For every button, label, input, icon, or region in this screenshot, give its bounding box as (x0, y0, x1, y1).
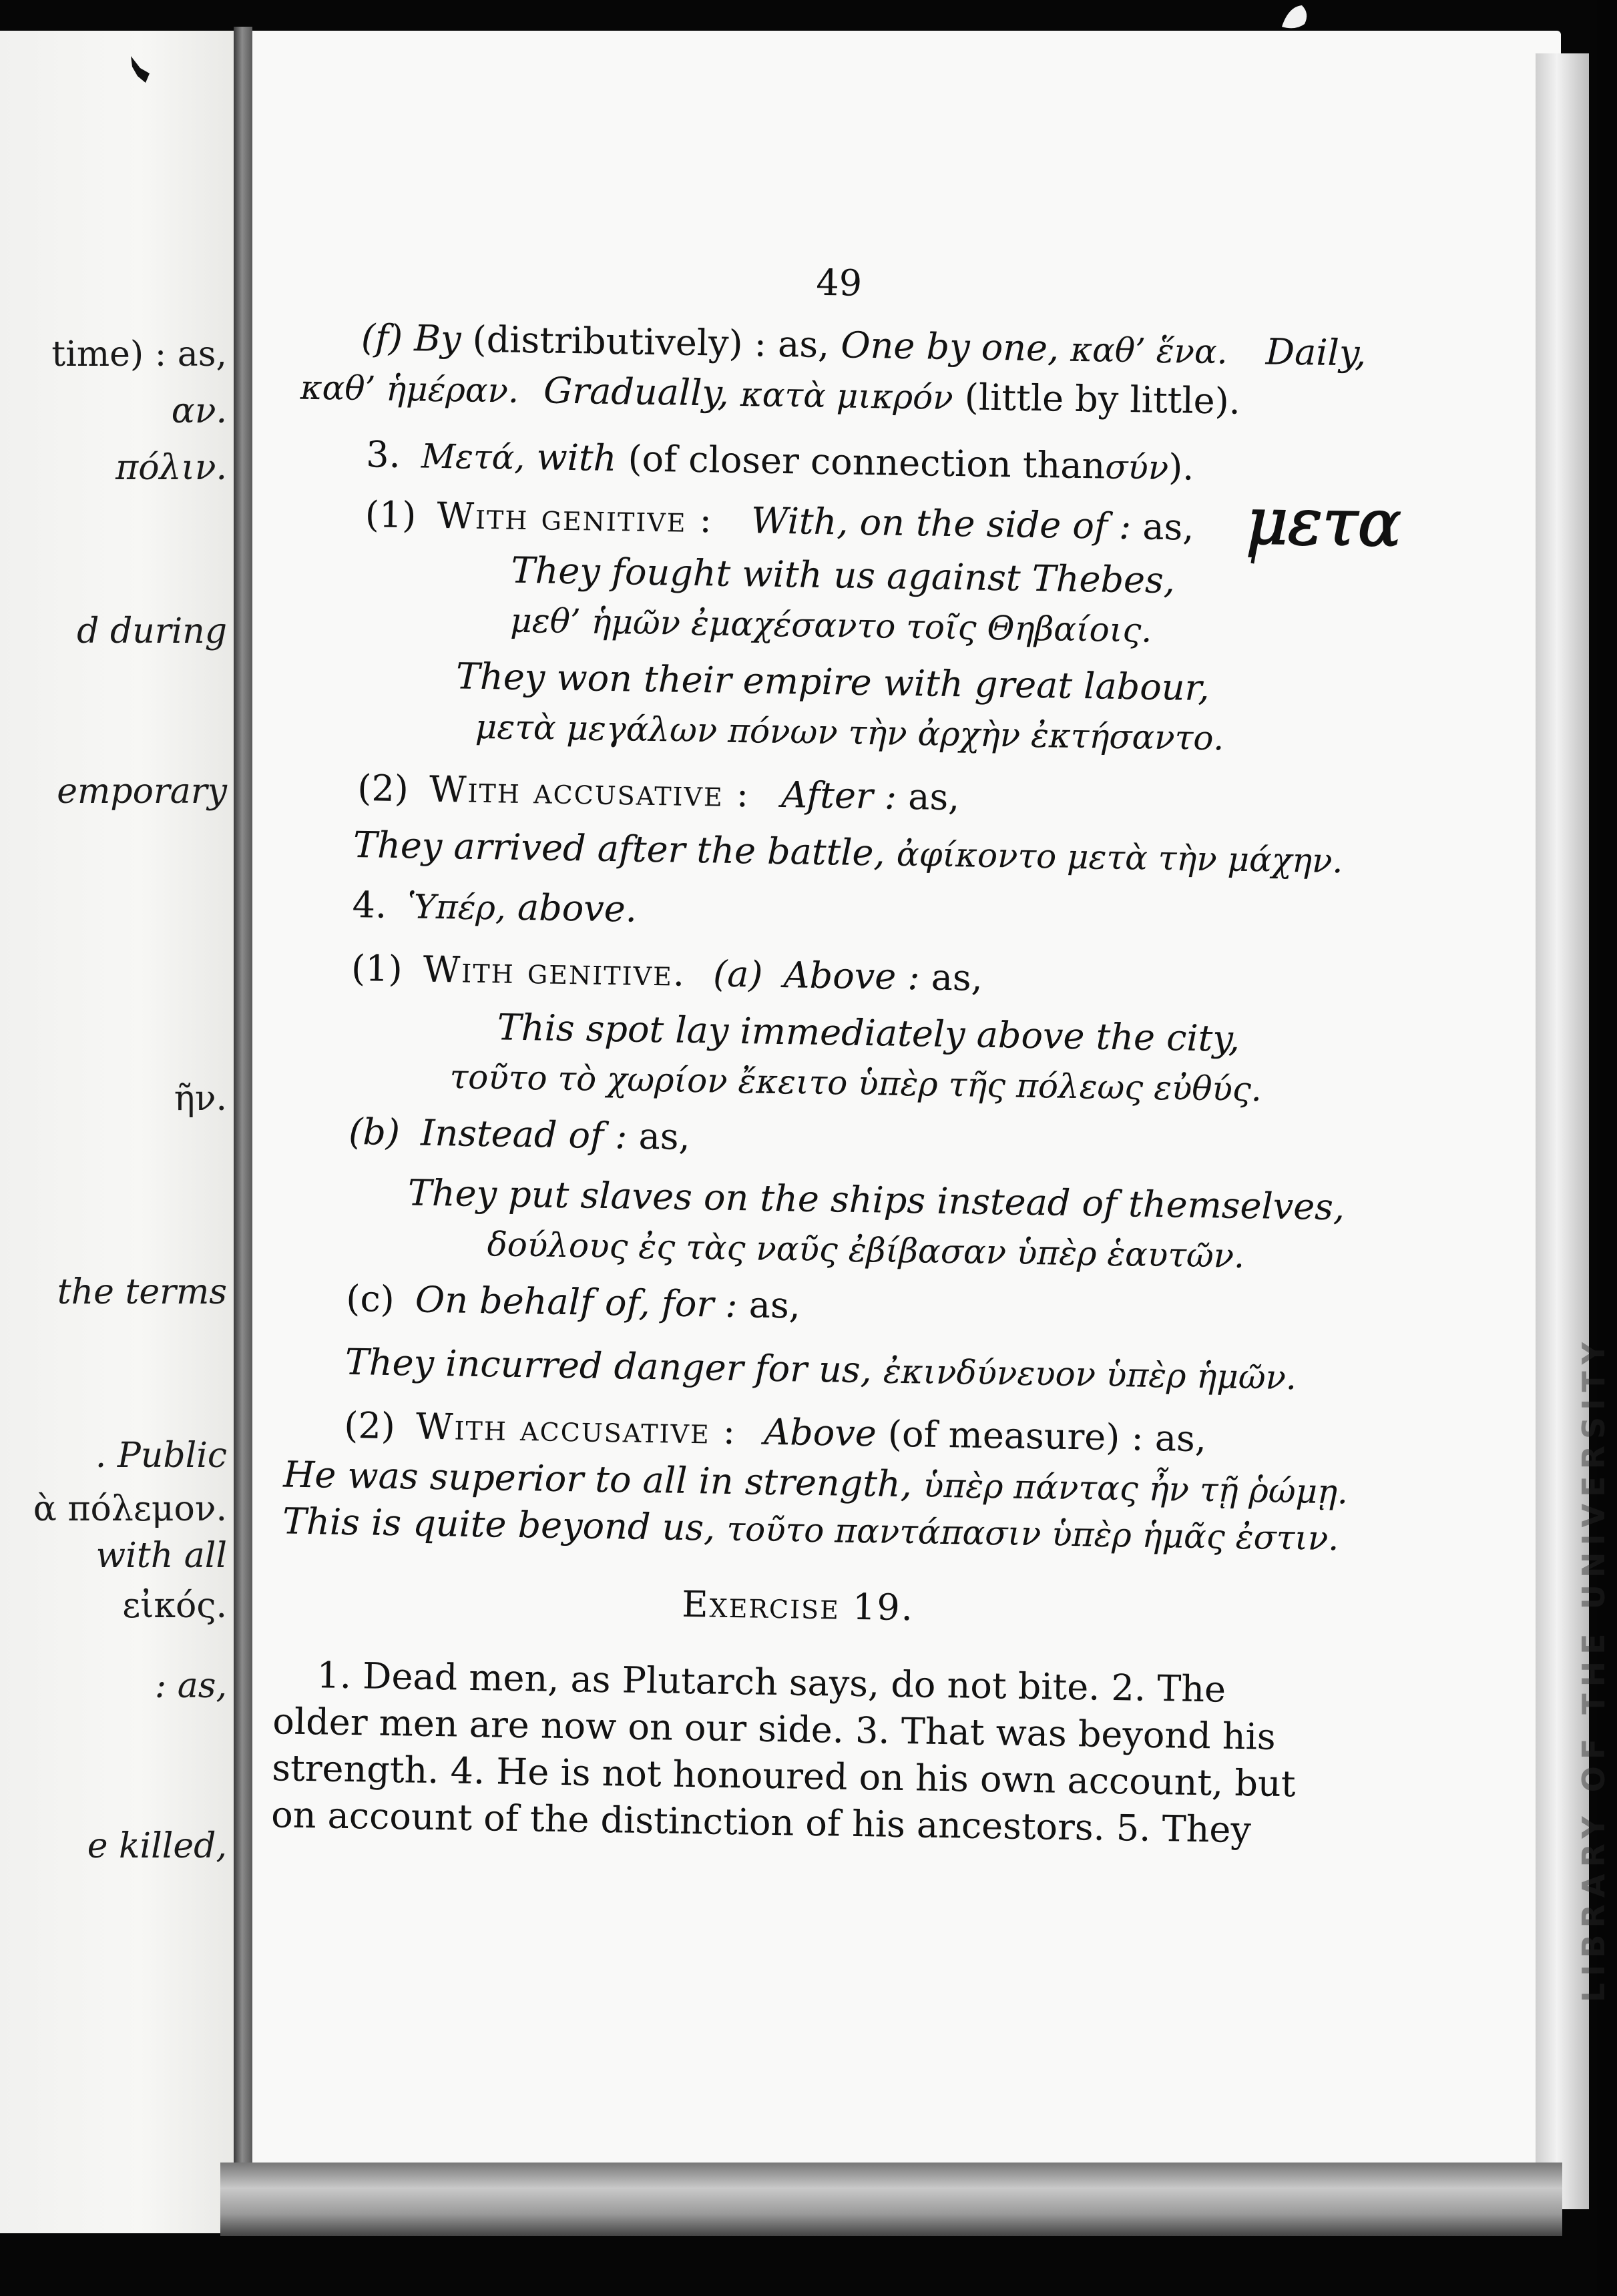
section-heading: 3. Μετά, with (of closer connection thanσύν). (365, 433, 1194, 489)
subsection-heading: (2) With accusative : Above (of measure) : as, (343, 1404, 1207, 1460)
example-line: They arrived after the battle, ἀφίκοντο μετὰ τὴν μάχην. (353, 823, 1343, 881)
library-stamp: LIBRARY OF THE UNIVERSITY (1576, 1336, 1612, 2002)
example-greek: τοῦτο τὸ χωρίον ἔκειτο ὑπὲρ τῆς πόλεως εὐθύς. (449, 1057, 1262, 1109)
left-fragment: emporary (57, 772, 227, 812)
exercise-line: on account of the distinction of his ancestors. 5. They (270, 1793, 1252, 1851)
subsection-heading: (c) On behalf of, for : as, (345, 1277, 801, 1327)
exercise-line: older men are now on our side. 3. That was beyond his (272, 1700, 1277, 1758)
left-fragment: . Public (95, 1436, 227, 1476)
left-fragment: d during (77, 611, 227, 651)
section-heading: 4. Ὑπέρ, above. (352, 883, 638, 930)
subsection-heading: (b) Instead of : as, (348, 1110, 691, 1158)
exercise-title: Exercise 19. (681, 1583, 915, 1629)
example-english: They fought with us against Thebes, (511, 549, 1176, 602)
left-fragment: ὰ πόλεμον. (33, 1489, 227, 1529)
left-fragment: : as, (154, 1666, 227, 1706)
paper-fleck-icon (1275, 0, 1315, 33)
example-greek: δούλους ἐς τὰς ναῦς ἐβίβασαν ὑπὲρ ἑαυτῶν. (487, 1225, 1245, 1276)
left-fragment: εἰκός. (122, 1586, 227, 1626)
example-greek: μετὰ μεγάλων πόνων τὴν ἀρχὴν ἐκτήσαντο. (475, 707, 1224, 758)
subsection-heading: (1) With genitive : With, on the side of : as, (365, 493, 1194, 549)
left-fragment: with all (95, 1536, 227, 1576)
text-line: καθ’ ἡμέραν. Gradually, κατὰ μικρόν (little by little). (300, 368, 1241, 422)
subsection-heading: (1) With genitive. (a) Above : as, (351, 946, 983, 999)
ink-speck-icon (127, 53, 154, 87)
handwritten-note (1239, 463, 1428, 579)
left-fragment: time) : as, (51, 334, 227, 374)
exercise-line: strength. 4. He is not honoured on his own account, but (271, 1747, 1296, 1805)
left-fragment: ῆν. (174, 1079, 227, 1119)
example-line: He was superior to all in strength, ὑπὲρ πάντας ἦν τῇ ῥώμῃ. (282, 1453, 1349, 1512)
left-fragment: the terms (57, 1272, 227, 1312)
example-english: They put slaves on the ships instead of themselves, (407, 1171, 1345, 1229)
subsection-heading: (2) With accusative : After : as, (357, 767, 960, 819)
example-line: This is quite beyond us, τοῦτο παντάπασιν ὑπὲρ ἡμᾶς ἐστιν. (282, 1500, 1339, 1558)
example-english: They won their empire with great labour, (455, 655, 1210, 709)
page-edges-bottom (220, 2163, 1562, 2236)
left-fragment: e killed, (87, 1826, 227, 1866)
example-greek: μεθ’ ἡμῶν ἐμαχέσαντο τοῖς Θηβαίοις. (509, 601, 1152, 650)
exercise-line: 1. Dead men, as Plutarch says, do not bite. 2. The (316, 1654, 1226, 1711)
left-page (0, 31, 234, 2233)
example-english: This spot lay immediately above the city, (497, 1006, 1240, 1060)
svg-text:μετα: μετα (1245, 483, 1402, 561)
left-fragment: πόλιν. (116, 448, 227, 488)
page-number: 49 (815, 261, 863, 304)
text-line: (f) By (distributively) : as, One by one, καθ’ ἕνα. Daily, (361, 316, 1367, 374)
example-line: They incurred danger for us, ἐκινδύνευον ὑπὲρ ἡμῶν. (344, 1340, 1297, 1398)
right-page (252, 31, 1561, 2193)
left-fragment: αν. (171, 391, 227, 431)
